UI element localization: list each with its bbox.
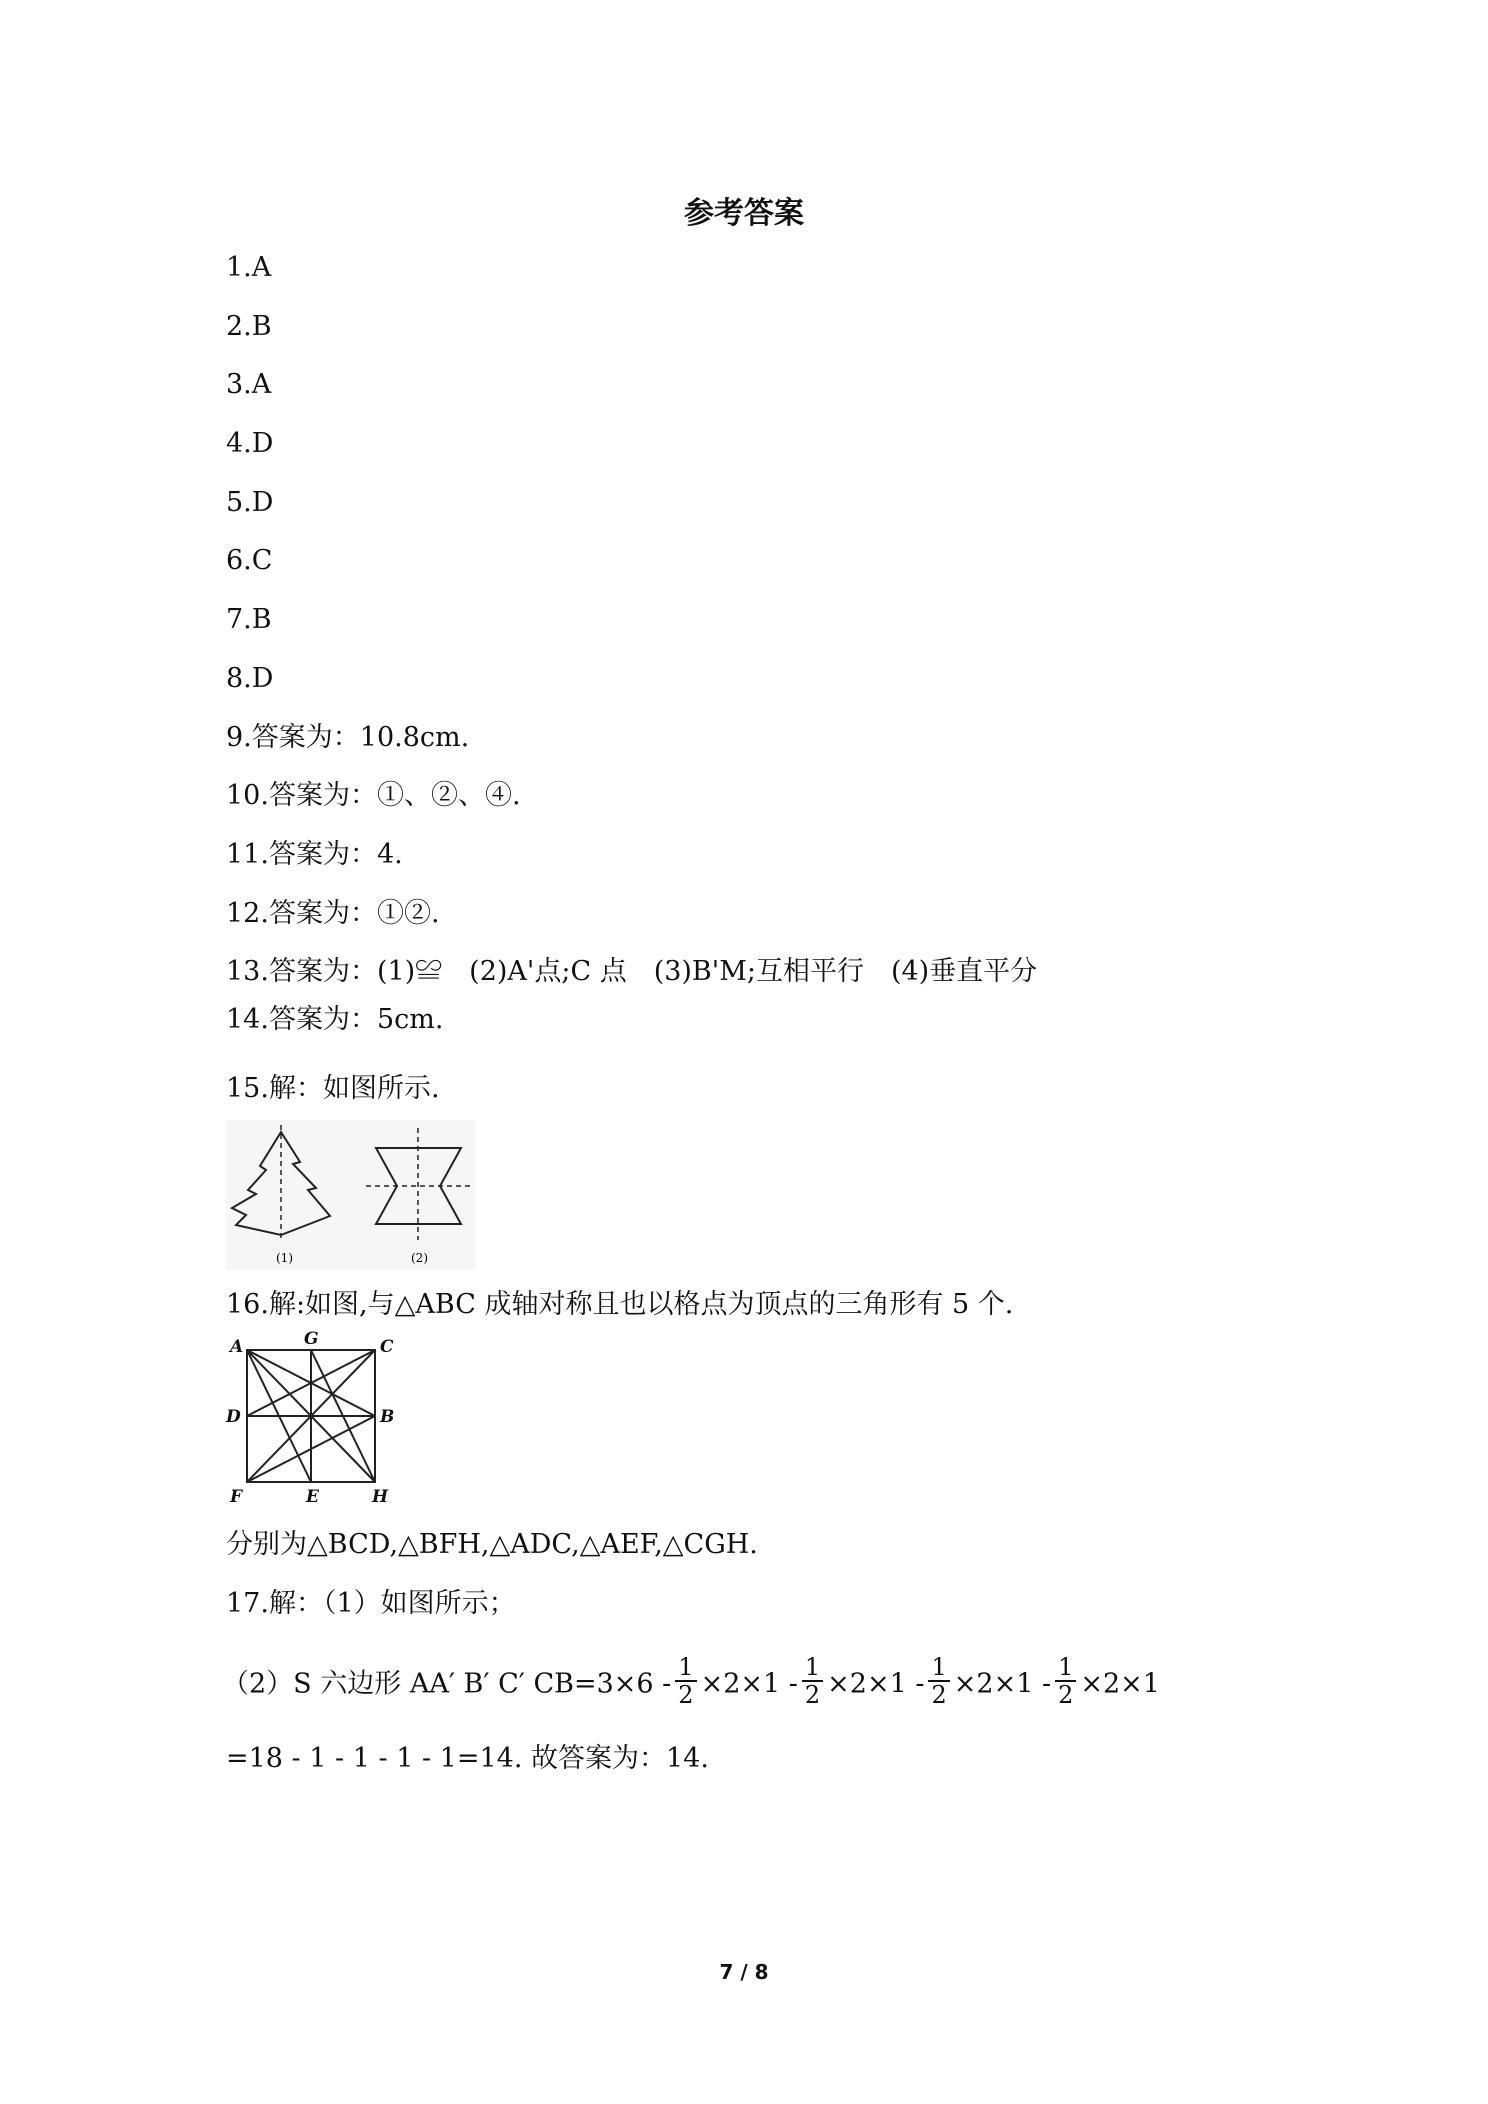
q17-term: ×2×1 - bbox=[700, 1668, 798, 1700]
q17-line2 bbox=[222, 1653, 1160, 1712]
answer-5: 5.D bbox=[226, 487, 274, 518]
fraction-denominator: 2 bbox=[804, 1681, 821, 1709]
fraction-half bbox=[1055, 1654, 1076, 1708]
point-label-E: E bbox=[306, 1487, 319, 1507]
answer-15: 15.解：如图所示. bbox=[226, 1073, 440, 1104]
answer-10: 10.答案为：①、②、④. bbox=[226, 780, 521, 811]
fraction-denominator: 2 bbox=[678, 1681, 694, 1709]
answer-2: 2.B bbox=[226, 311, 272, 342]
fraction-denominator: 2 bbox=[1058, 1681, 1074, 1709]
q17-line1: 17.解：（1）如图所示； bbox=[226, 1588, 516, 1619]
q16-text: 16.解:如图,与△ABC 成轴对称且也以格点为顶点的三角形有 5 个. bbox=[226, 1289, 1014, 1320]
answer-7: 7.B bbox=[226, 604, 272, 635]
point-label-B: B bbox=[380, 1407, 395, 1427]
point-label-D: D bbox=[226, 1407, 241, 1427]
fig15-label-2: (2) bbox=[411, 1251, 428, 1265]
fraction-half bbox=[928, 1654, 949, 1708]
fraction-numerator: 1 bbox=[1055, 1654, 1076, 1682]
answer-4: 4.D bbox=[226, 428, 274, 459]
point-label-C: C bbox=[380, 1337, 394, 1357]
point-label-A: A bbox=[230, 1337, 244, 1357]
fraction-half bbox=[802, 1654, 823, 1708]
answer-11: 11.答案为：4. bbox=[226, 839, 403, 870]
answer-6: 6.C bbox=[226, 545, 273, 576]
fraction-numerator: 1 bbox=[928, 1654, 949, 1682]
fraction-numerator: 1 bbox=[675, 1654, 696, 1682]
answer-9: 9.答案为：10.8cm. bbox=[226, 722, 470, 753]
page-number: 7 / 8 bbox=[719, 1960, 769, 1984]
q16-figure bbox=[222, 1328, 412, 1508]
answer-13: 13.答案为：(1)≌ (2)A'点;C 点 (3)B'M;互相平行 (4)垂直平分 bbox=[226, 956, 1038, 987]
answer-8: 8.D bbox=[226, 663, 274, 694]
q17-term-last: ×2×1 bbox=[1080, 1668, 1160, 1700]
answer-3: 3.A bbox=[226, 369, 272, 400]
fraction-denominator: 2 bbox=[931, 1681, 947, 1709]
answer-12: 12.答案为：①②. bbox=[226, 898, 440, 929]
q16-result: 分别为△BCD,△BFH,△ADC,△AEF,△CGH. bbox=[226, 1529, 758, 1560]
fraction-numerator: 1 bbox=[802, 1654, 823, 1682]
answer-14: 14.答案为：5cm. bbox=[226, 1004, 444, 1035]
answer-1: 1.A bbox=[226, 252, 272, 283]
point-label-H: H bbox=[372, 1487, 389, 1507]
point-label-F: F bbox=[230, 1487, 243, 1507]
q15-figure bbox=[226, 1120, 476, 1270]
page-title: 参考答案 bbox=[684, 196, 804, 231]
q17-term: ×2×1 - bbox=[827, 1668, 925, 1700]
q17-line2-prefix: （2）S 六边形 AA′ B′ C′ CB=3×6 - bbox=[222, 1668, 672, 1700]
point-label-G: G bbox=[304, 1329, 319, 1349]
q17-term: ×2×1 - bbox=[953, 1668, 1052, 1700]
fig15-label-1: (1) bbox=[276, 1251, 293, 1265]
fraction-half bbox=[675, 1654, 696, 1708]
q17-line3: =18 - 1 - 1 - 1 - 1=14. 故答案为：14. bbox=[226, 1743, 709, 1774]
